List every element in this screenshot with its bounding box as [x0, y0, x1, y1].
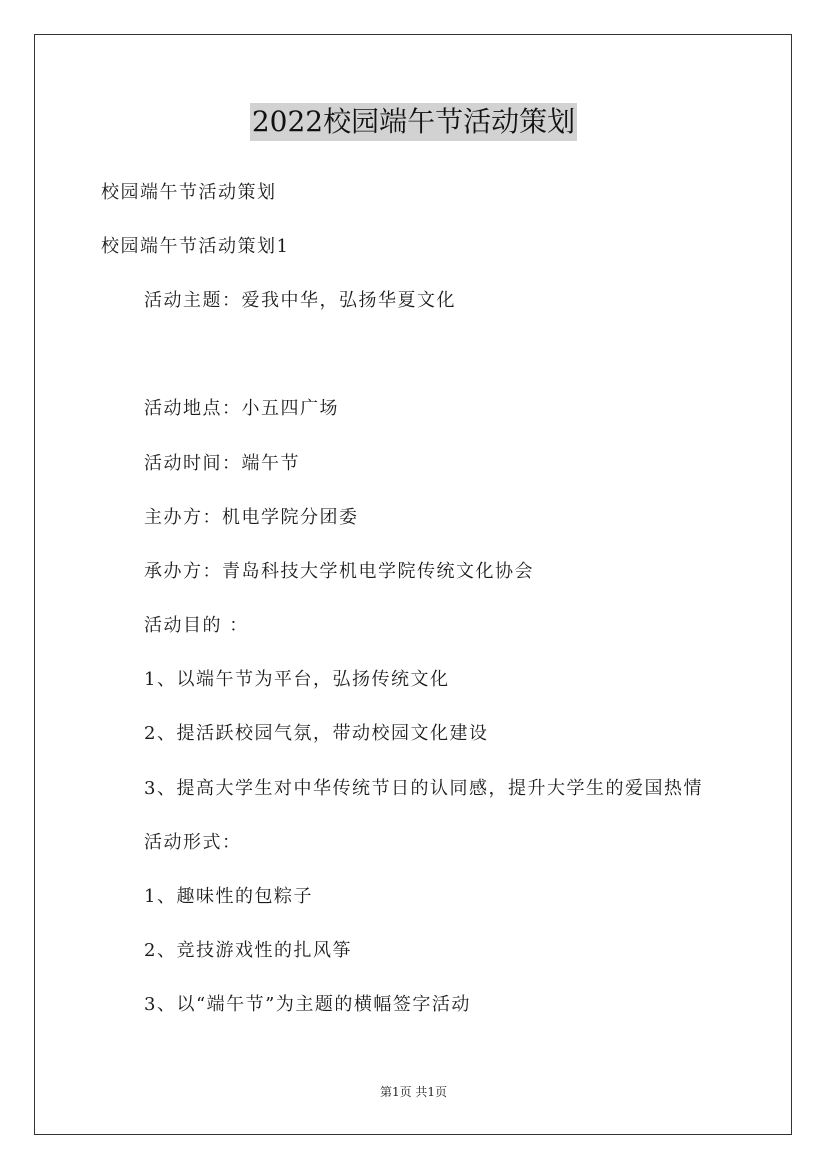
paragraph-purpose-3: 3、提高大学生对中华传统节日的认同感，提升大学生的爱国热情	[144, 778, 703, 799]
paragraph-purpose-heading: 活动目的 ：	[144, 615, 249, 636]
paragraph-format-3: 3、以“端午节”为主题的横幅签字活动	[144, 994, 471, 1015]
title-container	[0, 103, 827, 141]
paragraph-time: 活动时间：端午节	[144, 453, 300, 474]
paragraph-purpose-2: 2、提活跃校园气氛，带动校园文化建设	[144, 723, 489, 744]
paragraph-purpose-1: 1、以端午节为平台，弘扬传统文化	[144, 669, 450, 690]
page-footer: 第1页 共1页	[379, 1085, 448, 1099]
paragraph-format-2: 2、竞技游戏性的扎风筝	[144, 940, 352, 961]
paragraph-format-1: 1、趣味性的包粽子	[144, 886, 313, 907]
paragraph-location: 活动地点：小五四广场	[144, 398, 339, 419]
paragraph-host: 主办方：机电学院分团委	[144, 507, 359, 528]
subtitle: 校园端午节活动策划	[101, 182, 277, 203]
paragraph-format-heading: 活动形式：	[144, 832, 242, 853]
paragraph-theme: 活动主题：爱我中华，弘扬华夏文化	[144, 290, 456, 311]
document-title: 2022校园端午节活动策划	[250, 103, 577, 141]
section-heading: 校园端午节活动策划1	[101, 236, 290, 257]
paragraph-organizer: 承办方：青岛科技大学机电学院传统文化协会	[144, 561, 534, 582]
